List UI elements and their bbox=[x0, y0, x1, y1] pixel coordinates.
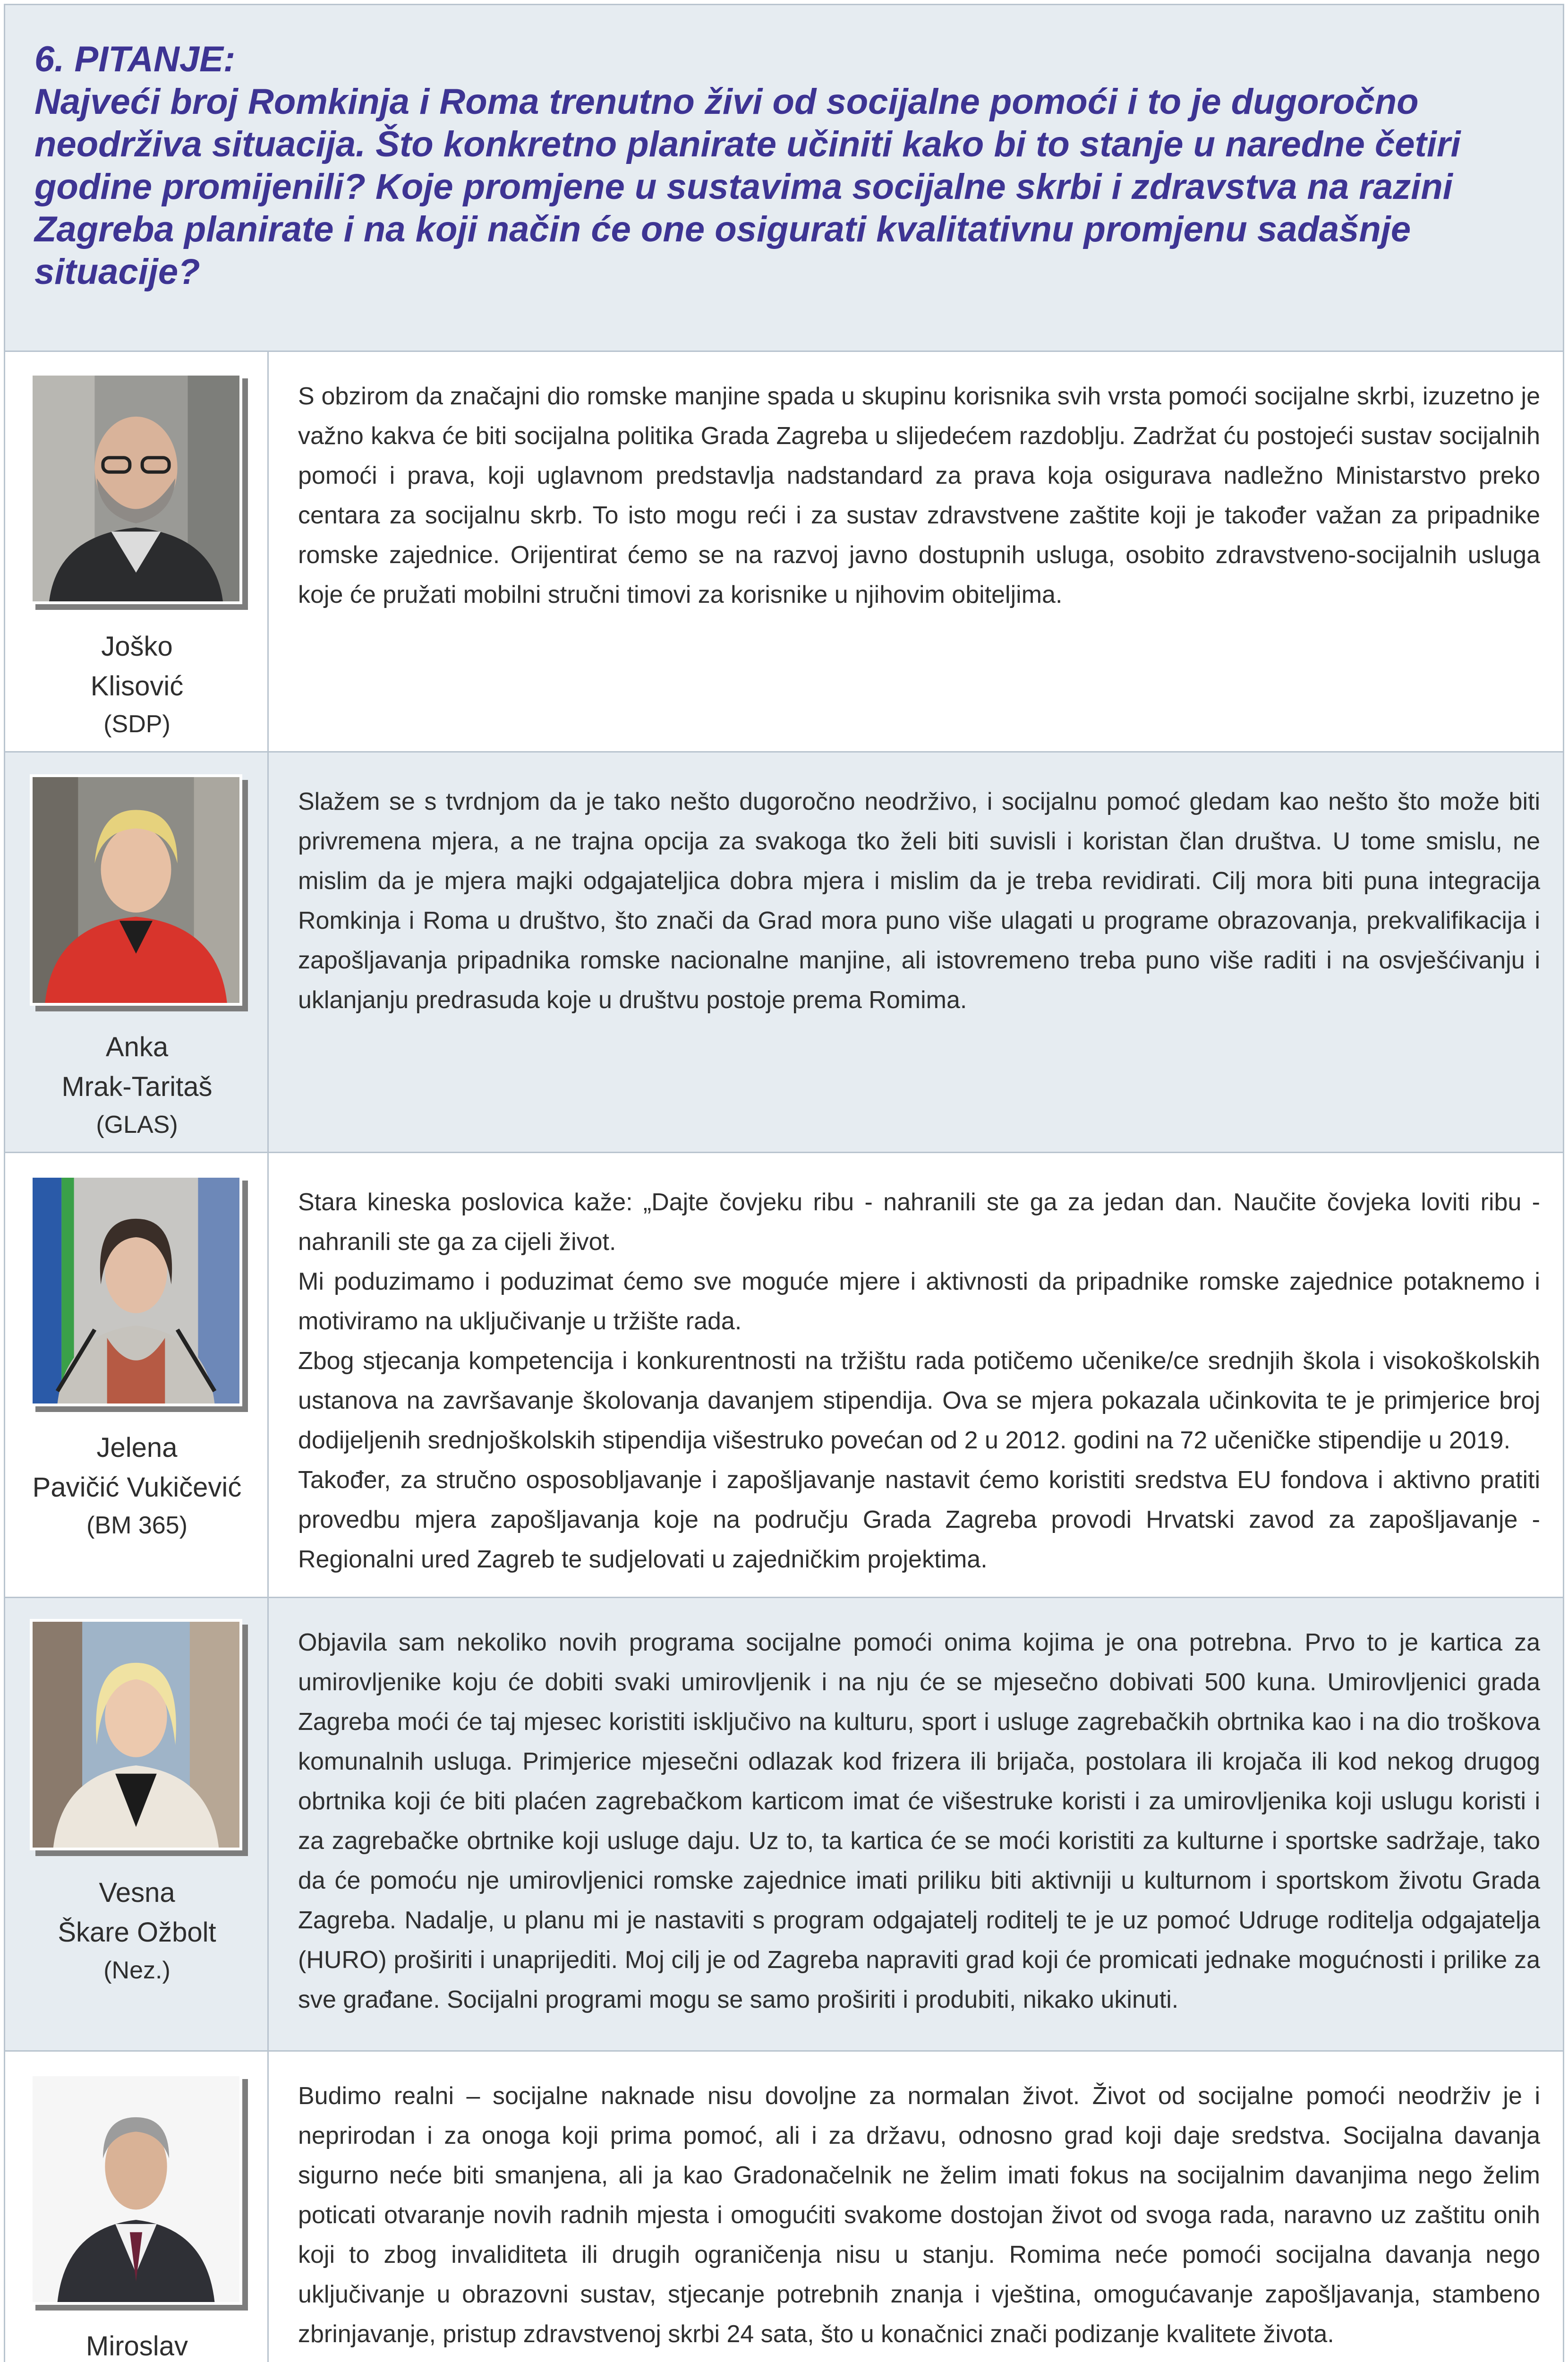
candidate-answer bbox=[298, 782, 1540, 1020]
candidate-info bbox=[5, 352, 269, 751]
candidate-first-name: Anka bbox=[105, 1032, 169, 1062]
document-page bbox=[4, 4, 1564, 2362]
answer-paragraph: Objavila sam nekoliko novih programa socijalne pomoći onima kojima je ona potrebna. Prvo to je kartica za umirovljenike koju će dobiti svaki umirovljenik i na nju će se mjesečno dobivati 500 kuna. Umirovljenici grada Zagreba moći će taj mjesec koristiti isključivo na kulturu, sport i usluge zagrebačkih obrtnika kao i na dio troškova komunalnih usluga. Primjerice mjesečni odlazak kod frizera ili brijača, postolara ili krojača ili kod nekog drugog obrtnika koji će biti plaćen zagrebačkom karticom imat će višestruke koristi i za umirovljenika koji uslugu koristi i za zagrebačke obrtnike koji usluge daju. Uz to, ta kartica će se moći koristiti za kulturne i sportske sadržaje, tako da će pomoću nje umirovljenici romske zajednice imati priliku biti aktivniji u kulturnom i sportskom životu Grada Zagreba. Nadalje, u planu mi je nastaviti s program odgajatelj roditelj te je uz pomoć Udruge roditelja odgajatelja (HURO) proširiti i unaprijediti. Moj cilj je od Zagreba napraviti grad koji će promicati jednake mogućnosti i prilike za sve građane. Socijalni programi mogu se samo proširiti i produbiti, nikako ukinuti. bbox=[298, 1629, 1540, 2013]
candidate-first-name: Miroslav bbox=[86, 2331, 188, 2362]
candidate-name bbox=[5, 1428, 269, 1543]
candidate-info bbox=[5, 1153, 269, 1597]
answer-paragraph: Slažem se s tvrdnjom da je tako nešto dugoročno neodrživo, i socijalnu pomoć gledam kao nešto što može biti privremena mjera, a ne trajna opcija za svakoga tko želi biti suvisli i koristan član društva. U tome smislu, ne mislim da je mjera majki odgajateljica dobra mjera i mislim da je treba revidirati. Cilj mora biti puna integracija Romkinja i Roma u društvo, što znači da Grad mora puno više ulagati u programe obrazovanja, prekvalifikacija i zapošljavanja pripadnika romske nacionalne manjine, ali istovremeno treba puno više raditi i na osvješćivanju i uklanjanju predrasuda koje u društvu postoje prema Romima. bbox=[298, 788, 1540, 1014]
candidate-row bbox=[5, 1153, 1563, 1598]
candidate-photo bbox=[30, 1175, 242, 1406]
answer-paragraph: Također, za stručno osposobljavanje i zapošljavanje nastavit ćemo koristiti sredstva EU fondova i aktivno pratiti provedbu mjera zapošljavanja koje na području Grada Zagreba provodi Hrvatski zavod za zapošljavanje - Regionalni ured Zagreb te sudjelovati u zajedničkim projektima. bbox=[298, 1466, 1540, 1573]
candidate-last-name: Škare Ožbolt bbox=[58, 1917, 216, 1948]
question-box bbox=[5, 5, 1563, 352]
candidate-last-name: Mrak-Taritaš bbox=[61, 1071, 213, 1102]
candidate-first-name: Jelena bbox=[96, 1432, 178, 1463]
candidate-name bbox=[5, 2327, 269, 2362]
candidate-first-name: Joško bbox=[101, 631, 173, 662]
candidate-answer bbox=[298, 377, 1540, 615]
candidate-row bbox=[5, 352, 1563, 753]
candidate-info bbox=[5, 1598, 269, 2050]
candidate-last-name: Klisović bbox=[90, 671, 184, 702]
candidate-row bbox=[5, 1598, 1563, 2052]
answer-paragraph: Budimo realni – socijalne naknade nisu dovoljne za normalan život. Život od socijalne pomoći neodrživ je i neprirodan i za onoga koji prima pomoć, ali i za državu, odnosno grad koji daje sredstva. Socijalna davanja sigurno neće biti smanjena, ali ja kao Gradonačelnik ne želim imati fokus na socijalnim davanjima nego želim poticati otvaranje novih radnih mjesta i omogućiti svakome dostojan život od svoga rada, naravno uz zaštitu onih koji to zbog invaliditeta ili drugih ograničenja nisu u stanju. Romima neće pomoći socijalna davanja nego uključivanje u obrazovni sustav, stjecanje potrebnih znanja i vještina, omogućavanje zapošljavanja, stambeno zbrinjavanje, pristup zdravstvenoj skrbi 24 sata, što u konačnici znači podizanje kvalitete života. bbox=[298, 2082, 1540, 2348]
question-number: 6. PITANJE: bbox=[34, 39, 236, 79]
answer-paragraph: Stara kineska poslovica kaže: „Dajte čovjeku ribu - nahranili ste ga za jedan dan. Naučite čovjeka loviti ribu - nahranili ste ga za cijeli život. bbox=[298, 1189, 1540, 1256]
candidate-photo bbox=[30, 1619, 242, 1850]
candidate-answer bbox=[298, 1623, 1540, 2020]
candidate-answer bbox=[298, 1182, 1540, 1579]
question-text: Najveći broj Romkinja i Roma trenutno živi od socijalne pomoći i to je dugoročno neodrživa situacija. Što konkretno planirate učiniti kako bi to stanje u naredne četiri godine promijenili? Koje promjene u sustavima socijalne skrbi i zdravstva na razini Zagreba planirate i na koji način će one osigurati kvalitativnu promjenu sadašnje situacije? bbox=[34, 82, 1461, 292]
candidate-party: (Nez.) bbox=[103, 1957, 170, 1984]
candidate-name bbox=[5, 627, 269, 742]
candidate-answer bbox=[298, 2076, 1540, 2354]
candidate-party: (SDP) bbox=[103, 710, 170, 738]
candidate-photo bbox=[30, 774, 242, 1006]
candidate-party: (BM 365) bbox=[86, 1512, 187, 1539]
candidate-row bbox=[5, 753, 1563, 1153]
answer-paragraph: S obzirom da značajni dio romske manjine spada u skupinu korisnika svih vrsta pomoći socijalne skrbi, izuzetno je važno kakva će biti socijalna politika Grada Zagreba u slijedećem razdoblju. Zadržat ću postojeći sustav socijalnih pomoći i prava, koji uglavnom predstavlja nadstandard za prava koja osigurava nadležno Ministarstvo preko centara za socijalnu skrb. To isto mogu reći i za sustav zdravstvene zaštite koji je također važan za pripadnike romske zajednice. Orijentirat ćemo se na razvoj javno dostupnih usluga, osobito zdravstveno-socijalnih usluga koje će pružati mobilni stručni timovi za korisnike u njihovim obiteljima. bbox=[298, 383, 1540, 608]
candidate-photo bbox=[30, 2073, 242, 2305]
candidate-last-name: Pavičić Vukičević bbox=[32, 1472, 242, 1503]
candidate-first-name: Vesna bbox=[99, 1877, 175, 1908]
answer-paragraph: Mi poduzimamo i poduzimat ćemo sve moguće mjere i aktivnosti da pripadnike romske zajednice potaknemo i motiviramo na uključivanje u tržište rada. bbox=[298, 1268, 1540, 1335]
answer-paragraph: Zbog stjecanja kompetencija i konkurentnosti na tržištu rada potičemo učenike/ce srednjih škola i visokoškolskih ustanova na završavanje školovanja davanjem stipendija. Ova se mjera pokazala učinkovita te je primjerice broj dodijeljenih srednjoškolskih stipendija višestruko povećan od 2 u 2012. godini na 72 učeničke stipendije u 2019. bbox=[298, 1347, 1540, 1454]
candidate-photo bbox=[30, 373, 242, 604]
candidate-name bbox=[5, 1027, 269, 1143]
candidate-party: (GLAS) bbox=[96, 1111, 178, 1138]
candidate-info bbox=[5, 2052, 269, 2362]
candidate-info bbox=[5, 753, 269, 1152]
candidate-name bbox=[5, 1873, 269, 1988]
candidate-row bbox=[5, 2052, 1563, 2362]
